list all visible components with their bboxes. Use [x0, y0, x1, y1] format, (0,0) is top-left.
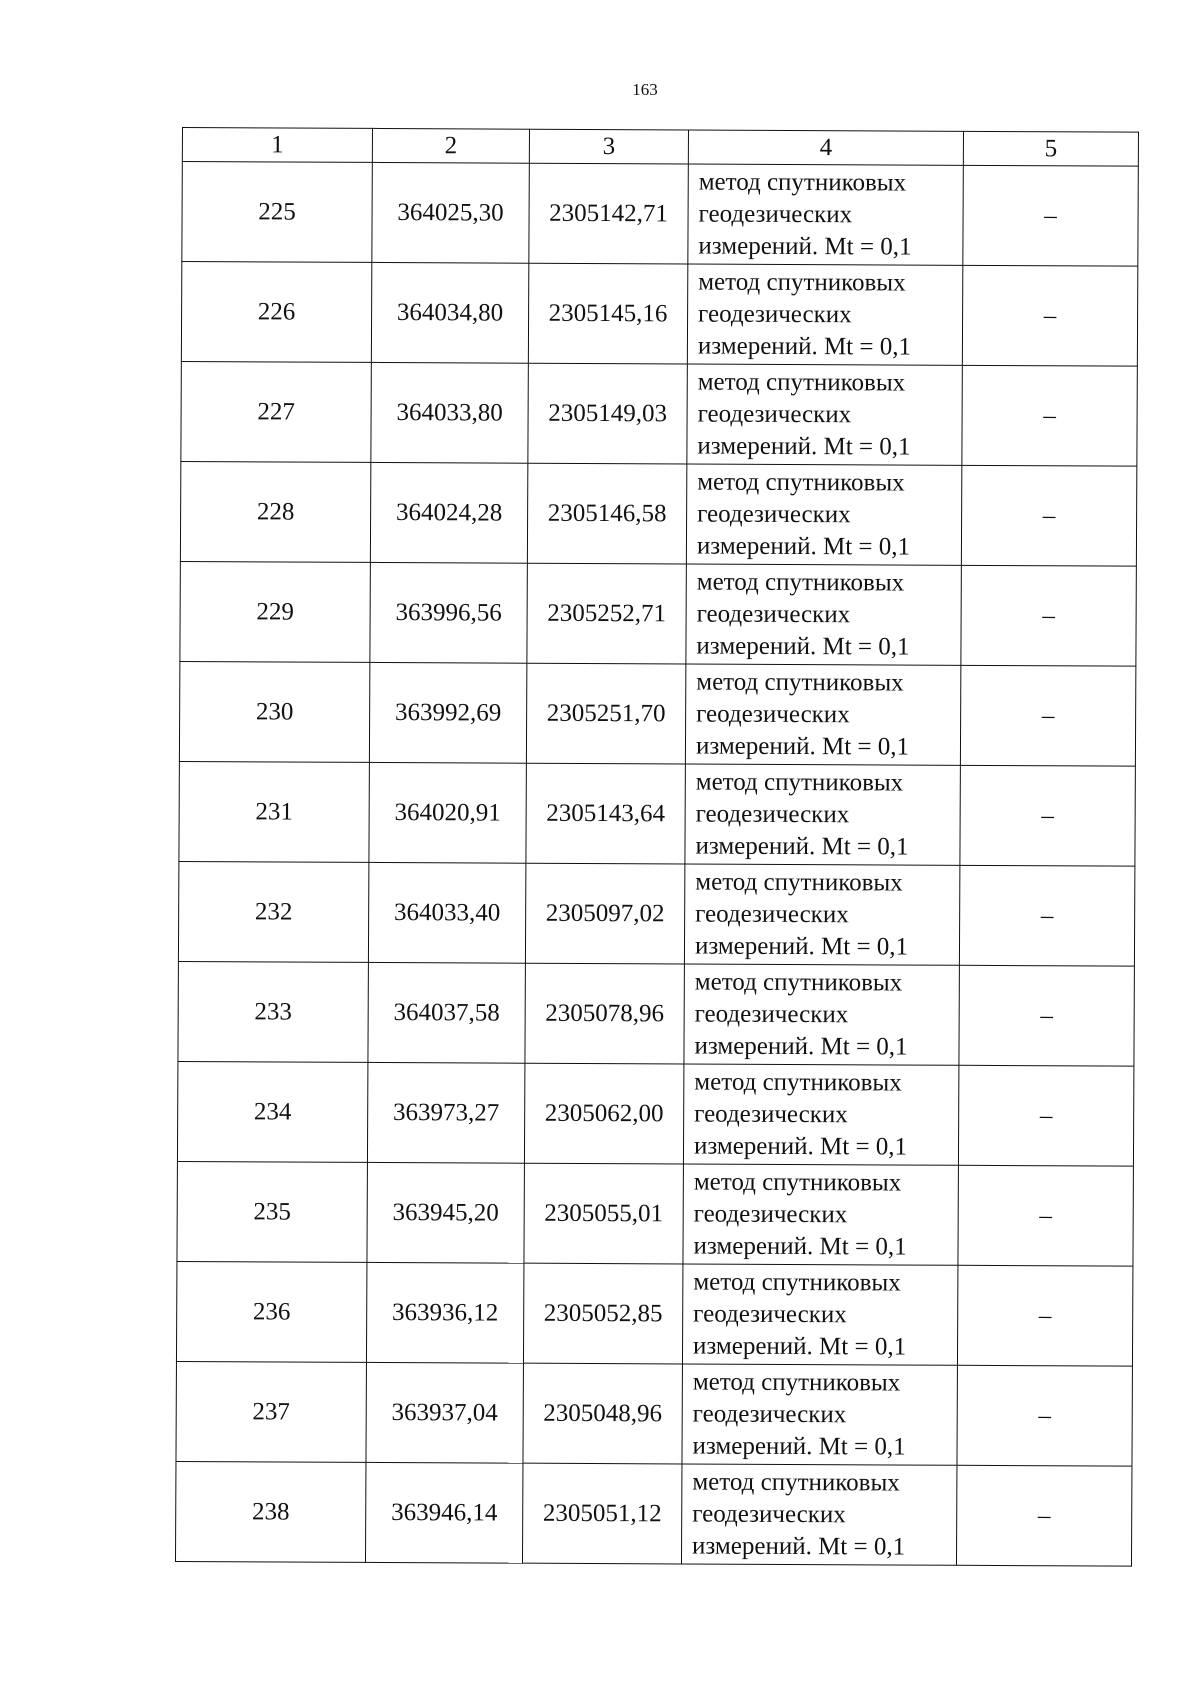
method-line: метод спутниковых [693, 1168, 902, 1197]
point-number-cell: 237 [176, 1361, 366, 1462]
method-line: измерений. Mt = 0,1 [695, 832, 909, 861]
y-coordinate-cell: 2305145,16 [528, 263, 687, 364]
method-cell [682, 1364, 957, 1465]
y-coordinate-cell: 2305149,03 [528, 363, 687, 464]
table-row [178, 961, 1134, 1066]
table-row [176, 1361, 1132, 1466]
y-coordinate-cell: 2305078,96 [525, 963, 684, 1064]
method-line: метод спутниковых [695, 868, 903, 897]
coordinates-table [175, 127, 1139, 1567]
table-row [178, 861, 1134, 966]
method-cell [684, 964, 959, 1065]
note-cell: – [958, 1065, 1133, 1166]
method-line: метод спутниковых [698, 268, 906, 297]
table-header-row [182, 128, 1138, 167]
y-coordinate-cell: 2305051,12 [522, 1463, 681, 1564]
point-number-cell: 228 [180, 461, 370, 562]
method-line: геодезических [693, 1300, 847, 1328]
table-row [177, 1161, 1133, 1266]
x-coordinate-cell: 363937,04 [366, 1362, 523, 1463]
method-line: измерений. Mt = 0,1 [695, 732, 910, 761]
y-coordinate-cell: 2305251,70 [526, 663, 685, 764]
page-number: 163 [632, 80, 658, 99]
method-line: геодезических [695, 900, 849, 928]
method-line: измерений. Mt = 0,1 [694, 932, 909, 961]
table-row [180, 461, 1136, 566]
point-number-cell: 229 [180, 561, 370, 662]
method-line: метод спутниковых [694, 1068, 902, 1097]
method-line: метод спутниковых [692, 1468, 900, 1497]
y-coordinate-cell: 2305048,96 [523, 1363, 682, 1464]
note-cell: – [959, 865, 1134, 966]
column-header-5: 5 [963, 131, 1138, 166]
table-row [176, 1261, 1132, 1366]
method-line: метод спутниковых [697, 468, 905, 497]
method-line: геодезических [696, 600, 851, 628]
method-line: измерений. Mt = 0,1 [693, 1232, 907, 1261]
method-line: геодезических [698, 200, 853, 228]
note-cell: – [961, 465, 1136, 566]
method-line: метод спутниковых [697, 368, 906, 397]
method-line: измерений. Mt = 0,1 [698, 232, 912, 261]
method-line: измерений. Mt = 0,1 [696, 532, 911, 561]
column-header-1: 1 [182, 128, 372, 163]
method-line: измерений. Mt = 0,1 [692, 1432, 906, 1461]
point-number-cell: 236 [176, 1261, 366, 1362]
y-coordinate-cell: 2305252,71 [527, 563, 686, 664]
point-number-cell: 234 [177, 1061, 367, 1162]
method-cell [683, 1164, 958, 1265]
note-cell: – [962, 265, 1137, 366]
method-line: метод спутниковых [692, 1368, 901, 1397]
y-coordinate-cell: 2305052,85 [523, 1263, 682, 1364]
method-line: измерений. Mt = 0,1 [697, 332, 912, 361]
method-cell [682, 1264, 957, 1365]
table-body [175, 128, 1138, 1567]
point-number-cell: 227 [181, 361, 371, 462]
note-cell: – [957, 1265, 1132, 1366]
method-cell [685, 764, 960, 865]
method-line: измерений. Mt = 0,1 [692, 1532, 906, 1561]
method-cell [687, 264, 962, 365]
method-cell [683, 1064, 958, 1165]
method-line: геодезических [697, 400, 852, 428]
method-line: геодезических [695, 800, 850, 828]
point-number-cell: 232 [178, 861, 368, 962]
method-line: метод спутниковых [693, 1268, 901, 1297]
x-coordinate-cell: 363992,69 [369, 662, 526, 763]
x-coordinate-cell: 363973,27 [367, 1062, 524, 1163]
point-number-cell: 230 [179, 661, 369, 762]
x-coordinate-cell: 364033,80 [371, 362, 528, 463]
table-row [181, 361, 1137, 466]
point-number-cell: 231 [179, 761, 369, 862]
x-coordinate-cell: 364025,30 [372, 162, 529, 263]
method-line: измерений. Mt = 0,1 [692, 1332, 907, 1361]
method-line: геодезических [692, 1400, 847, 1428]
note-cell: – [960, 665, 1135, 766]
point-number-cell: 233 [178, 961, 368, 1062]
method-cell [687, 364, 962, 465]
method-line: метод спутниковых [695, 768, 904, 797]
point-number-cell: 226 [181, 262, 371, 363]
note-cell: – [960, 765, 1135, 866]
y-coordinate-cell: 2305055,01 [524, 1163, 683, 1264]
note-cell: – [959, 965, 1134, 1066]
table-row [181, 262, 1137, 367]
table-row [179, 761, 1135, 866]
x-coordinate-cell: 363945,20 [367, 1162, 524, 1263]
y-coordinate-cell: 2305146,58 [527, 463, 686, 564]
column-header-2: 2 [372, 128, 529, 163]
note-cell: – [963, 165, 1138, 266]
point-number-cell: 235 [177, 1161, 367, 1262]
method-line: метод спутниковых [698, 168, 907, 197]
column-header-4: 4 [688, 130, 963, 165]
method-line: измерений. Mt = 0,1 [694, 1032, 908, 1061]
method-line: метод спутниковых [696, 668, 904, 697]
point-number-cell: 238 [175, 1461, 365, 1562]
method-line: измерений. Mt = 0,1 [697, 432, 911, 461]
column-header-3: 3 [529, 129, 688, 164]
method-cell [688, 164, 963, 265]
x-coordinate-cell: 364020,91 [369, 762, 526, 863]
method-cell [685, 664, 960, 765]
method-line: геодезических [693, 1200, 848, 1228]
table-row [179, 661, 1135, 766]
method-line: геодезических [696, 700, 850, 728]
y-coordinate-cell: 2305143,64 [526, 763, 685, 864]
note-cell: – [958, 1165, 1133, 1266]
table-row [182, 162, 1138, 267]
method-line: геодезических [694, 1000, 849, 1028]
y-coordinate-cell: 2305142,71 [529, 163, 688, 264]
table-row [177, 1061, 1133, 1166]
method-cell [686, 564, 961, 665]
method-line: измерений. Mt = 0,1 [696, 632, 910, 661]
note-cell: – [961, 565, 1136, 666]
note-cell: – [962, 365, 1137, 466]
method-line: метод спутниковых [696, 568, 905, 597]
method-cell [681, 1464, 956, 1565]
method-cell [684, 864, 959, 965]
method-line: геодезических [694, 1100, 848, 1128]
y-coordinate-cell: 2305097,02 [525, 863, 684, 964]
method-line: геодезических [692, 1500, 846, 1528]
table-row [180, 561, 1136, 666]
method-line: геодезических [698, 300, 852, 328]
x-coordinate-cell: 363946,14 [365, 1462, 522, 1563]
point-number-cell: 225 [182, 162, 372, 263]
x-coordinate-cell: 363996,56 [370, 562, 527, 663]
method-line: геодезических [697, 500, 851, 528]
table-row [175, 1461, 1131, 1566]
note-cell: – [956, 1465, 1131, 1566]
x-coordinate-cell: 364033,40 [368, 862, 525, 963]
x-coordinate-cell: 364037,58 [368, 962, 525, 1063]
method-line: метод спутниковых [694, 968, 903, 997]
note-cell: – [957, 1365, 1132, 1466]
method-cell [686, 464, 961, 565]
x-coordinate-cell: 363936,12 [366, 1262, 523, 1363]
method-line: измерений. Mt = 0,1 [693, 1132, 908, 1161]
x-coordinate-cell: 364024,28 [370, 462, 527, 563]
x-coordinate-cell: 364034,80 [371, 262, 528, 363]
y-coordinate-cell: 2305062,00 [524, 1063, 683, 1164]
